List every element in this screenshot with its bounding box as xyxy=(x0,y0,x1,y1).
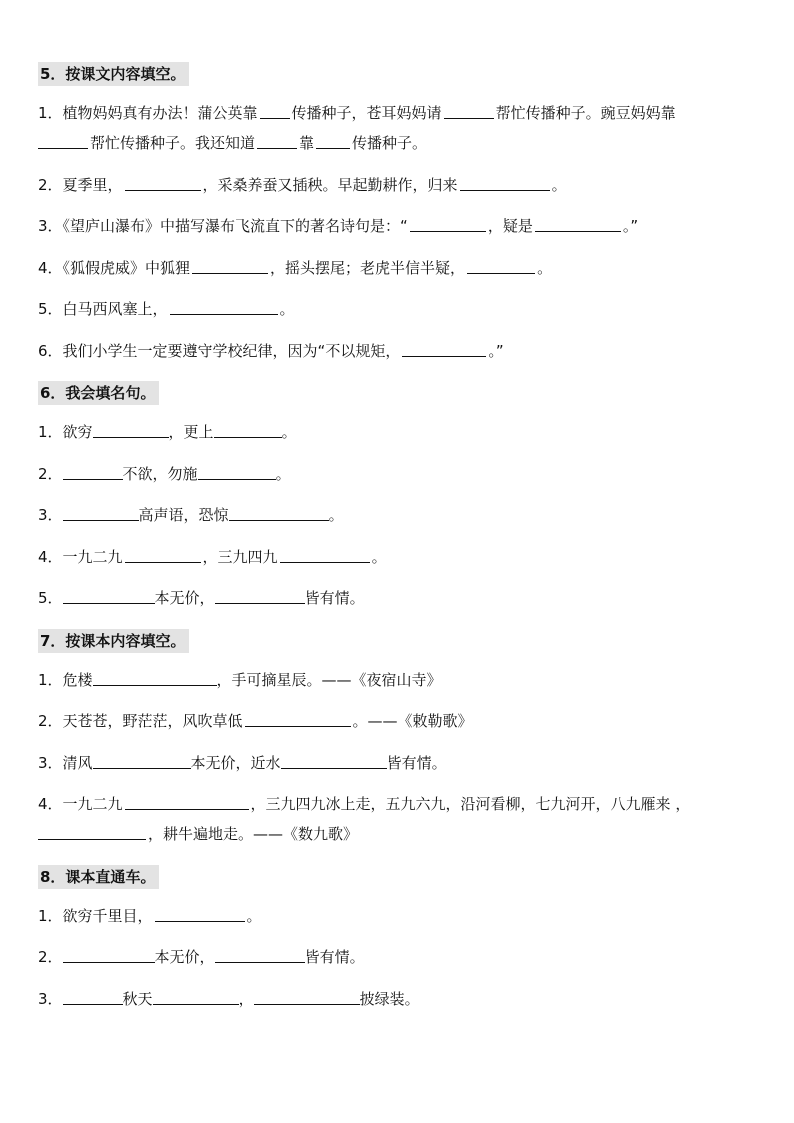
question-line: ，耕牛遍地走。——《数九歌》 xyxy=(38,823,764,845)
question-line: 2．天苍苍，野茫茫，风吹草低 。——《敕勒歌》 xyxy=(38,712,473,730)
answer-blank[interactable] xyxy=(155,905,245,922)
question-line: 帮忙传播种子。我还知道 靠 传播种子。 xyxy=(38,132,764,154)
answer-blank[interactable] xyxy=(93,752,191,769)
answer-blank[interactable] xyxy=(215,946,305,963)
section-heading: 7．按课本内容填空。 xyxy=(38,629,189,653)
answer-blank[interactable] xyxy=(63,463,123,480)
answer-blank[interactable] xyxy=(63,587,155,604)
question-line: 1．欲穷千里目， 。 xyxy=(38,906,262,925)
question-line: 4．一九二九 ，三九四九冰上走，五九六九，沿河看柳，七九河开，八九雁来 ， xyxy=(38,795,691,813)
answer-blank[interactable] xyxy=(63,946,155,963)
answer-blank[interactable] xyxy=(245,710,351,727)
section-heading: 8．课本直通车。 xyxy=(38,865,159,889)
answer-blank[interactable] xyxy=(93,669,217,686)
question-line: 5．白马西风塞上， 。 xyxy=(38,300,295,318)
question-line: 6．我们小学生一定要遵守学校纪律，因为“不以规矩， 。” xyxy=(38,341,504,360)
answer-blank[interactable] xyxy=(192,257,268,274)
answer-blank[interactable] xyxy=(38,132,88,149)
answer-blank[interactable] xyxy=(260,102,290,119)
answer-blank[interactable] xyxy=(63,504,139,521)
question-line: 3．《望庐山瀑布》中描写瀑布飞流直下的著名诗句是：“ ，疑是 。” xyxy=(38,217,639,235)
answer-blank[interactable] xyxy=(125,546,201,563)
answer-blank[interactable] xyxy=(257,132,297,149)
question-line: 2．夏季里， ，采桑养蚕又插秧。早起勤耕作，归来 。 xyxy=(38,175,567,194)
answer-blank[interactable] xyxy=(535,215,621,232)
question-line: 4．《狐假虎威》中狐狸 ，摇头摆尾；老虎半信半疑， 。 xyxy=(38,258,553,277)
question-line: 3．清风 本无价，近水 皆有情。 xyxy=(38,753,447,772)
question-line: 3． 高声语，恐惊 。 xyxy=(38,506,344,524)
answer-blank[interactable] xyxy=(153,988,239,1005)
answer-blank[interactable] xyxy=(198,463,276,480)
question-line: 4．一九二九 ，三九四九 。 xyxy=(38,547,387,566)
answer-blank[interactable] xyxy=(281,752,387,769)
answer-blank[interactable] xyxy=(125,793,249,810)
answer-blank[interactable] xyxy=(410,215,486,232)
answer-blank[interactable] xyxy=(444,102,494,119)
answer-blank[interactable] xyxy=(93,421,169,438)
answer-blank[interactable] xyxy=(467,257,535,274)
answer-blank[interactable] xyxy=(254,988,360,1005)
answer-blank[interactable] xyxy=(215,587,305,604)
answer-blank[interactable] xyxy=(402,340,486,357)
answer-blank[interactable] xyxy=(460,174,550,191)
worksheet-page xyxy=(38,62,764,1029)
question-line: 1．植物妈妈真有办法！蒲公英靠 传播种子，苍耳妈妈请 帮忙传播种子。豌豆妈妈靠 xyxy=(38,104,676,122)
question-line: 5． 本无价， 皆有情。 xyxy=(38,589,365,607)
section-heading: 5．按课文内容填空。 xyxy=(38,62,189,86)
answer-blank[interactable] xyxy=(170,298,278,315)
answer-blank[interactable] xyxy=(214,421,282,438)
answer-blank[interactable] xyxy=(229,504,329,521)
question-line: 2． 本无价， 皆有情。 xyxy=(38,948,365,966)
question-line: 3． 秋天 ， 披绿装。 xyxy=(38,989,420,1008)
answer-blank[interactable] xyxy=(125,174,201,191)
question-line: 2． 不欲，勿施 。 xyxy=(38,464,291,483)
section-heading: 6．我会填名句。 xyxy=(38,381,159,405)
answer-blank[interactable] xyxy=(63,988,123,1005)
question-line: 1．危楼 ，手可摘星辰。——《夜宿山寺》 xyxy=(38,670,442,689)
answer-blank[interactable] xyxy=(38,823,146,840)
answer-blank[interactable] xyxy=(316,132,350,149)
answer-blank[interactable] xyxy=(280,546,370,563)
question-line: 1．欲穷 ，更上 。 xyxy=(38,423,297,441)
